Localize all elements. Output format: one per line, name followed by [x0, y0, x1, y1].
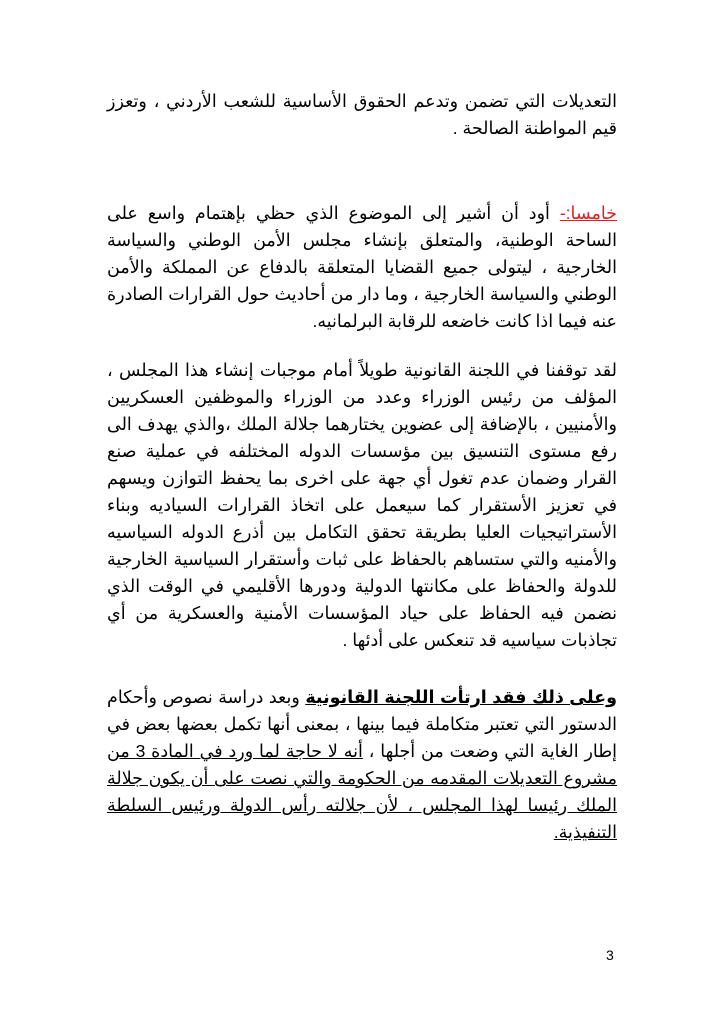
paragraph-4-text: وبعد دراسة نصوص وأحكام الدستور التي تعتبر متكاملة فيما بينها ، بمعنى أنها تكمل بعضها بعض في إطار الغاية التي وضعت من أجلها ، [107, 687, 618, 761]
paragraph-1-text: التعديلات التي تضمن وتدعم الحقوق الأساسية للشعب الأردني ، وتعزز قيم المواطنة الصالحة . [107, 91, 617, 138]
paragraph-3 [107, 357, 617, 654]
paragraph-2 [107, 200, 617, 335]
paragraph-1 [107, 88, 617, 142]
page-number: 3 [606, 947, 614, 963]
paragraph-2-text: أود أن أشير إلى الموضوع الذي حظي بإهتمام واسع على الساحة الوطنية، والمتعلق بإنشاء مجلس الأمن الوطني والسياسة الخارجية ، ليتولى جميع القضايا المتعلقة بالدفاع عن المملكة والأمن الوطني والسياسة الخارجية ، وما دار من أحاديث حول القرارات الصادرة عنه فيما اذا كانت خاضعه للرقابة البرلمانيه. [107, 203, 617, 331]
committee-decision-heading: وعلى ذلك فقد ارتأت اللجنة القانونية [305, 687, 617, 707]
paragraph-4 [107, 684, 617, 846]
paragraph-4-underlined-text: أنه لا حاجة لما ورد في المادة 3 من مشروع التعديلات المقدمه من الحكومة والتي نصت على أن يكون جلالة الملك رئيسا لهذا المجلس ، لأن جلالته رأس الدولة ورئيس السلطة التنفيذية. [107, 741, 617, 842]
paragraph-3-text: لقد توقفنا في اللجنة القانونية طويلاً أمام موجبات إنشاء هذا المجلس ، المؤلف من رئيس الوزراء وعدد من الوزراء والموظفين العسكريين والأمنيين ، بالإضافة إلى عضوين يختارهما جلالة الملك ،والذي يهدف الى رفع مستوى التنسيق بين مؤسسات الدوله المختلفه في عملية صنع القرار وضمان عدم تغول أي جهة على اخرى بما يحفظ التوازن ويسهم في تعزيز الأستقرار كما سيعمل على اتخاذ القرارات السياديه وبناء الأستراتيجيات العليا بطريقة تحقق التكامل بين أذرع الدوله السياسيه والأمنيه والتي ستساهم بالحفاظ على ثبات وأستقرار السياسية الخارجية للدولة والحفاظ على مكانتها الدولية ودورها الأقليمي في الوقت الذي نضمن فيه الحفاظ على حياد المؤسسات الأمنية والعسكرية من أي تجاذبات سياسيه قد تنعكس على أدئها . [107, 360, 617, 650]
section-label-fifth: خامسا:- [559, 203, 617, 223]
